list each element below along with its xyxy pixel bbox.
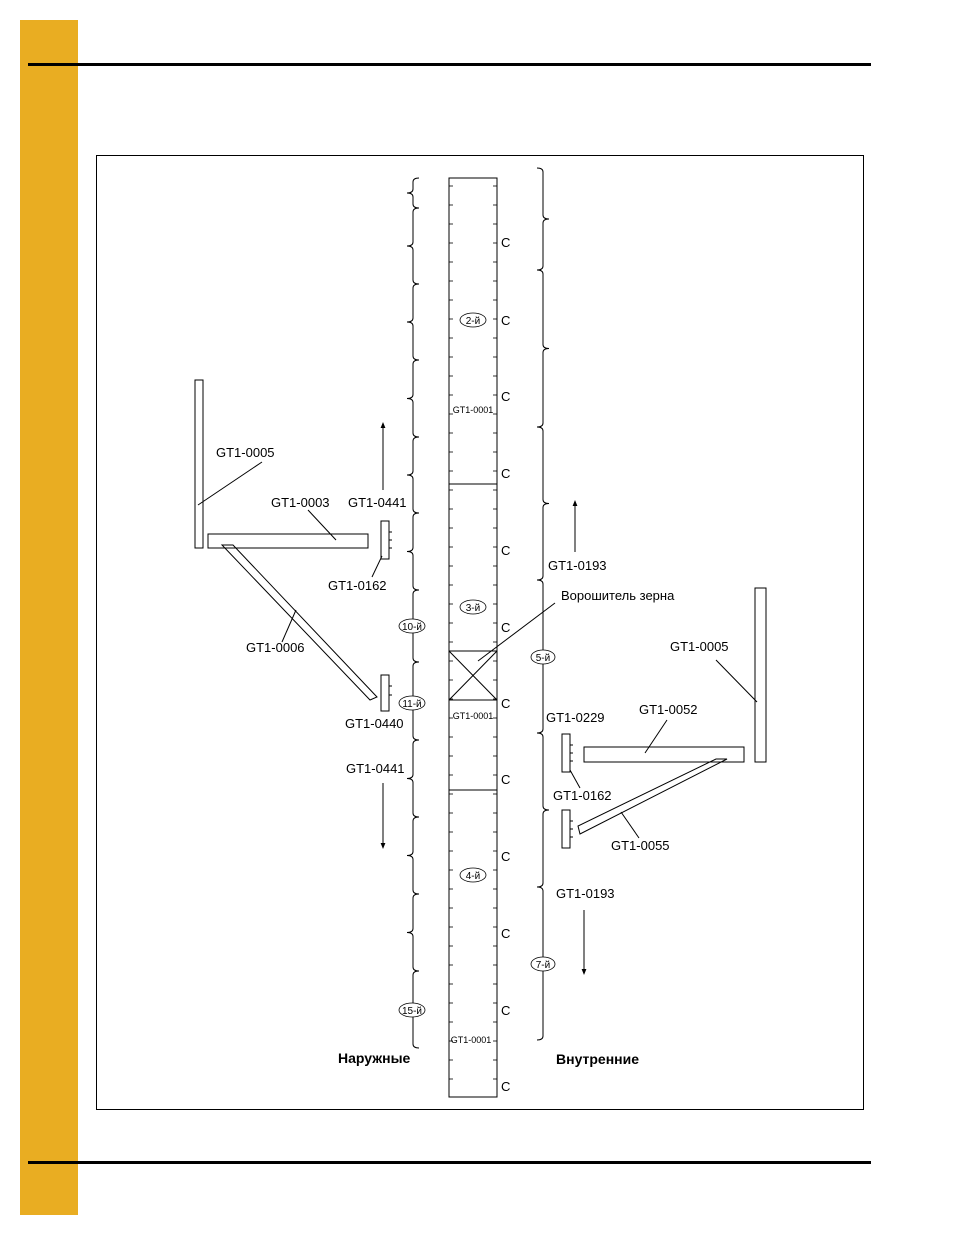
c-mark: C	[501, 696, 511, 711]
inner-brace	[537, 733, 549, 887]
ring-label-2	[460, 313, 486, 327]
arm-gt1-0003	[208, 534, 368, 548]
part-label-gt1-0052: GT1-0052	[639, 702, 698, 717]
c-mark: C	[501, 313, 511, 328]
clip-gt1-0440	[381, 675, 392, 711]
outer-brace	[407, 817, 419, 894]
leader-line	[716, 660, 757, 702]
c-mark: C	[501, 849, 511, 864]
part-label-gt1-0005: GT1-0005	[670, 639, 729, 654]
outer-brace	[407, 360, 419, 437]
outer-ring-braces	[407, 178, 419, 1048]
ring-label-7	[531, 957, 555, 971]
arm-gt1-0052	[584, 747, 744, 762]
part-label-gt1-0193: GT1-0193	[556, 886, 615, 901]
inner-brace	[537, 168, 549, 270]
outer-brace	[407, 208, 419, 284]
part-label-gt1-0441: GT1-0441	[346, 761, 405, 776]
stirrer-label: Ворошитель зерна	[561, 588, 675, 603]
clip-gt1-0162-right	[562, 734, 573, 772]
svg-text:11-й: 11-й	[402, 699, 422, 710]
c-mark: C	[501, 389, 511, 404]
part-label-gt1-0003: GT1-0003	[271, 495, 330, 510]
c-mark: C	[501, 1003, 511, 1018]
part-label-gt1-0005: GT1-0005	[216, 445, 275, 460]
c-mark: C	[501, 466, 511, 481]
c-mark: C	[501, 926, 511, 941]
svg-text:7-й: 7-й	[535, 960, 551, 971]
part-label-gt1-0001: GT1-0001	[452, 405, 494, 415]
ring-label-3	[460, 600, 486, 614]
c-mark: C	[501, 620, 511, 635]
ring-label-5	[531, 650, 555, 664]
ring-label-15	[399, 1003, 425, 1017]
part-label-gt1-0006: GT1-0006	[246, 640, 305, 655]
outer-heading: Наружные	[338, 1050, 411, 1066]
part-label-gt1-0162: GT1-0162	[328, 578, 387, 593]
outer-brace	[407, 513, 419, 590]
outer-brace	[407, 437, 419, 513]
c-mark: C	[501, 1079, 511, 1094]
c-mark: C	[501, 235, 511, 250]
leader-line	[570, 770, 580, 788]
outer-brace	[407, 740, 419, 817]
ring-label-11	[399, 696, 425, 710]
ring-label-4	[460, 868, 486, 882]
post-gt1-0005-left	[195, 380, 203, 548]
inner-heading: Внутренние	[556, 1051, 640, 1067]
svg-text:3-й: 3-й	[465, 603, 481, 614]
svg-text:4-й: 4-й	[465, 871, 481, 882]
part-label-gt1-0229: GT1-0229	[546, 710, 605, 725]
svg-text:10-й: 10-й	[401, 622, 423, 633]
part-label-gt1-0162: GT1-0162	[553, 788, 612, 803]
outer-brace	[407, 894, 419, 971]
clip-gt1-0162-left	[381, 521, 392, 559]
part-label-gt1-0055: GT1-0055	[611, 838, 670, 853]
leader-line	[198, 462, 262, 505]
part-label-gt1-0001: GT1-0001	[452, 711, 494, 721]
svg-text:15-й: 15-й	[401, 1006, 423, 1017]
c-mark: C	[501, 543, 511, 558]
part-label-gt1-0440: GT1-0440	[345, 716, 404, 731]
inner-ring-braces	[537, 168, 549, 1040]
ring-label-10	[399, 619, 425, 633]
part-label-gt1-0001: GT1-0001	[450, 1035, 492, 1045]
c-mark: C	[501, 772, 511, 787]
outer-brace	[407, 284, 419, 360]
leader-line	[645, 720, 667, 753]
part-label-gt1-0441: GT1-0441	[348, 495, 407, 510]
inner-brace	[537, 270, 549, 427]
leader-line	[621, 812, 639, 838]
c-marks	[501, 235, 510, 1094]
svg-text:2-й: 2-й	[465, 316, 481, 327]
clip-lower-right	[562, 810, 573, 848]
brace-gt1-0006	[222, 545, 377, 700]
leader-line	[308, 510, 336, 540]
outer-brace	[407, 178, 419, 208]
grain-stirrer-box	[449, 651, 497, 700]
part-label-gt1-0193: GT1-0193	[548, 558, 607, 573]
leader-line	[372, 556, 382, 577]
post-gt1-0005-right	[755, 588, 766, 762]
svg-text:5-й: 5-й	[535, 653, 551, 664]
